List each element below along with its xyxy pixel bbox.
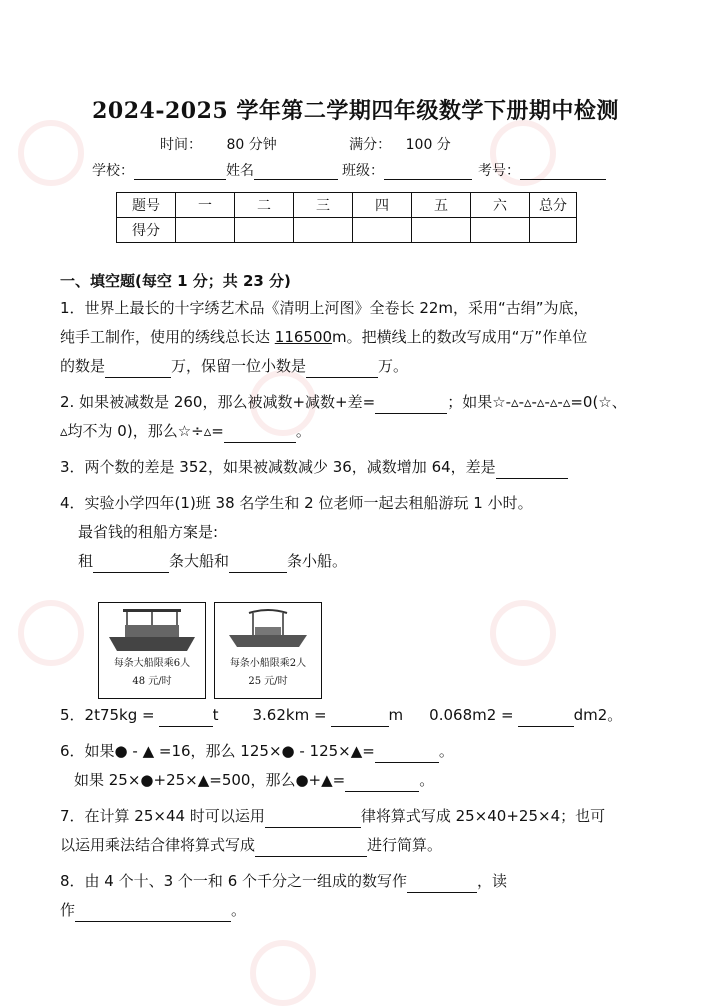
q1-text: 纯手工制作，使用的绣线总长达: [60, 328, 275, 346]
score-table-cell: 得分: [117, 218, 176, 243]
q6-text: 。: [438, 742, 454, 760]
answer-blank[interactable]: [306, 360, 378, 378]
watermark-logo: [490, 600, 556, 666]
score-label: 满分：: [349, 137, 392, 153]
exam-number-label: 考号：: [478, 163, 520, 179]
question-6-line-1: [60, 740, 660, 763]
q7-text: 律将算式写成 25×40+25×4；也可: [360, 807, 606, 825]
section-heading: 一、填空题(每空 1 分；共 23 分): [60, 272, 291, 290]
section-fill-in: [60, 270, 660, 586]
time-value: 80 分钟: [226, 137, 277, 153]
score-table-cell: 题号: [117, 193, 176, 218]
school-label: 学校：: [92, 163, 134, 179]
score-table-cell: 一: [176, 193, 235, 218]
exam-number-field[interactable]: [520, 163, 606, 180]
answer-blank[interactable]: [407, 875, 477, 893]
small-boat-caption: [215, 655, 321, 691]
student-info-line: [92, 160, 662, 180]
score-value: 100 分: [405, 137, 451, 153]
question-2-line-1: [60, 391, 660, 414]
q6-text: 。: [419, 771, 435, 789]
answer-blank[interactable]: [75, 904, 231, 922]
question-1-line-2: [60, 326, 660, 349]
q2-text: ▵均不为 0)，那么☆÷▵=: [60, 422, 224, 440]
score-table-cell: 二: [235, 193, 294, 218]
question-6-line-2: [60, 769, 660, 792]
answer-blank[interactable]: [255, 839, 367, 857]
q1-text: 的数是: [60, 357, 106, 375]
q7-text: 以运用乘法结合律将算式写成: [60, 836, 256, 854]
score-input-cell[interactable]: [471, 218, 530, 243]
q1-text: 万，保留一位小数是: [171, 357, 307, 375]
answer-blank[interactable]: [345, 774, 419, 792]
class-label: 班级：: [342, 163, 384, 179]
score-input-cell[interactable]: [235, 218, 294, 243]
q2-text: ；如果☆-▵-▵-▵-▵-▵=0(☆、: [447, 393, 627, 411]
watermark-logo: [18, 600, 84, 666]
answer-blank[interactable]: [496, 461, 568, 479]
q6-text: 如果 25×●+25×▲=500，那么●+▲=: [74, 771, 346, 789]
q3-text: 3．两个数的差是 352，如果被减数减少 36，减数增加 64，差是: [60, 458, 496, 476]
q4-text: 租: [78, 552, 94, 570]
question-2-line-2: [60, 420, 660, 443]
question-1-line-3: [60, 355, 660, 378]
exam-meta: [160, 134, 451, 154]
question-1-line-1: 1．世界上最长的十字绣艺术品《清明上河图》全卷长 22m，采用“古绢”为底，: [60, 299, 589, 317]
answer-blank[interactable]: [265, 810, 361, 828]
score-input-cell[interactable]: [176, 218, 235, 243]
answer-blank[interactable]: [93, 555, 169, 573]
page-title: 2024-2025 学年第二学期四年级数学下册期中检测: [92, 98, 619, 124]
q8-text: 8．由 4 个十、3 个一和 6 个千分之一组成的数写作: [60, 872, 408, 890]
score-table-cell: 总分: [530, 193, 577, 218]
watermark-logo: [250, 940, 316, 1006]
question-7-line-1: [60, 805, 660, 828]
q2-text: 。: [295, 422, 311, 440]
answer-blank[interactable]: [518, 709, 574, 727]
answer-blank[interactable]: [375, 745, 439, 763]
q5-text: 3.62km =: [252, 706, 327, 724]
q1-underlined-number: 116500: [274, 328, 333, 346]
question-4-line-2: 最省钱的租船方案是:: [78, 523, 219, 541]
score-table-cell: 三: [294, 193, 353, 218]
q2-text: 2. 如果被减数是 260，那么被减数+减数+差=: [60, 393, 376, 411]
score-table-header-row: [117, 193, 577, 218]
question-7-line-2: [60, 834, 660, 857]
class-field[interactable]: [384, 163, 472, 180]
q4-text: 条大船和: [169, 552, 230, 570]
big-boat-price: 48 元/时: [132, 676, 172, 687]
q5-text: 0.068m2 =: [429, 706, 514, 724]
small-boat-price: 25 元/时: [248, 676, 288, 687]
small-boat-card: [214, 602, 322, 699]
q6-text: 6．如果● - ▲ =16，那么 125×● - 125×▲=: [60, 742, 375, 760]
q1-text: m。把横线上的数改写成用“万”作单位: [332, 328, 588, 346]
answer-blank[interactable]: [224, 425, 296, 443]
score-table-score-row: [117, 218, 577, 243]
question-8-line-2: [60, 899, 660, 922]
score-table-cell: 五: [412, 193, 471, 218]
q4-text: 条小船。: [287, 552, 348, 570]
score-input-cell[interactable]: [294, 218, 353, 243]
question-5: [60, 704, 660, 727]
question-8-line-1: [60, 870, 660, 893]
big-boat-capacity: 每条大船限乘6人: [113, 658, 191, 669]
answer-blank[interactable]: [159, 709, 213, 727]
small-boat-icon: [219, 607, 317, 655]
school-field[interactable]: [134, 163, 226, 180]
question-4-line-1: 4．实验小学四年(1)班 38 名学生和 2 位老师一起去租船游玩 1 小时。: [60, 494, 533, 512]
name-field[interactable]: [254, 163, 338, 180]
answer-blank[interactable]: [331, 709, 389, 727]
q5-text: 5．2t75kg =: [60, 706, 155, 724]
score-table-cell: 六: [471, 193, 530, 218]
score-input-cell[interactable]: [412, 218, 471, 243]
q8-text: ，读: [477, 872, 508, 890]
time-label: 时间：: [160, 137, 202, 153]
q8-text: 。: [231, 901, 247, 919]
question-3: [60, 456, 660, 479]
q7-text: 7．在计算 25×44 时可以运用: [60, 807, 265, 825]
watermark-logo: [18, 120, 84, 186]
answer-blank[interactable]: [229, 555, 287, 573]
score-input-cell[interactable]: [353, 218, 412, 243]
q8-text: 作: [60, 901, 76, 919]
q5-unit: m: [388, 706, 404, 724]
name-label: 姓名: [226, 163, 254, 179]
score-input-cell[interactable]: [530, 218, 577, 243]
question-4-line-3: [60, 550, 660, 573]
answer-blank[interactable]: [105, 360, 171, 378]
score-table: [116, 192, 577, 243]
q1-text: 万。: [378, 357, 409, 375]
section-fill-in-continued: [60, 704, 660, 935]
big-boat-caption: [99, 655, 205, 691]
q5-unit: dm2。: [573, 706, 623, 724]
big-boat-icon: [103, 607, 201, 655]
small-boat-capacity: 每条小船限乘2人: [229, 658, 307, 669]
big-boat-card: [98, 602, 206, 699]
answer-blank[interactable]: [375, 396, 447, 414]
q7-text: 进行简算。: [367, 836, 443, 854]
score-table-cell: 四: [353, 193, 412, 218]
q5-unit: t: [212, 706, 219, 724]
